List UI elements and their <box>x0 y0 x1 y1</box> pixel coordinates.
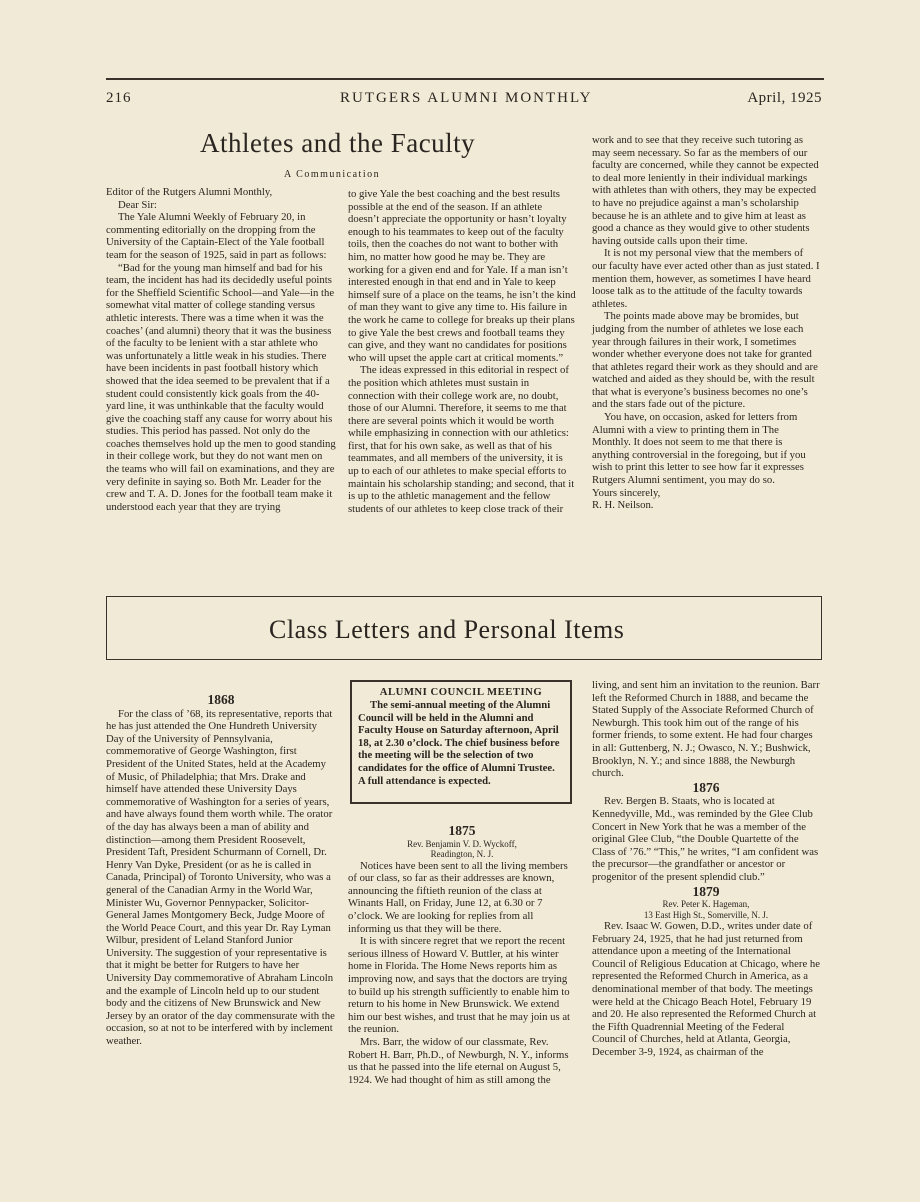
section-banner <box>106 596 822 660</box>
paragraph: The points made above may be bromides, but judging from the number of athletes we lose each year through failures in their work, I sometimes wonder whether everyone does not take for granted that athletes regard their work as they should and are watched and aided as they should be, with the result that what is everyone’s business becomes no one’s and the stars fade out of the picture. <box>592 310 818 411</box>
paragraph: The Yale Alumni Weekly of February 20, in commenting editorially on the dropping from the University of the Captain-Elect of the Yale football team for the season of 1925, said in part as follows: <box>106 211 327 261</box>
paragraph: You have, on occasion, asked for letters from Alumni with a view to printing them in The Monthly. It does not seem to me that there is anything controversial in the foregoing, but if you wish to print this letter to see how far it expresses Rutgers Alumni sentiment, you may do so. <box>592 411 806 487</box>
paragraph: living, and sent him an invitation to the reunion. Barr left the Reformed Church in 1888, and became the Stated Supply of the Associate Reformed Church of Newburgh. This took him out of the range of his former friends, to some extent. He had four charges in all: Guttenberg, N. J.; Owasco, N. Y.; Bushwick, Brooklyn, N. Y.; and since 1888, the Newburgh church. <box>592 679 820 780</box>
salutation-dear: Dear Sir: <box>118 198 157 211</box>
page-number: 216 <box>106 90 132 106</box>
class-year-heading: 1876 <box>692 779 720 795</box>
council-notice-box <box>350 680 572 804</box>
article-kicker: A Communication <box>284 169 381 180</box>
paragraph: Notices have been sent to all the living members of our class, so far as their addresses are known, announcing the fiftieth reunion of the class at Winants Hall, on Friday, June 12, at 6.30 or 7 o’clock. We are looking for replies from all informing us that they will be there. <box>348 859 568 935</box>
notice-body: The semi-annual meeting of the Alumni Council will be held in the Alumni and Faculty House on Saturday afternoon, April 18, at 2.30 o’clock. The chief business before the meeting will be the selection of two candidates for the office of Alumni Trustee. A full attendance is expected. <box>358 699 560 787</box>
class-column-3 <box>592 679 820 1059</box>
paragraph: For the class of ’68, its representative, reports that he has just attended the One Hundreth University Day of the University of Pennsylvania, commemorative of George Washington, first President of the United States, held at the Academy of Music, of Philadelphia; that Mrs. Drake and himself have attended these University Days commemorative of Washington for a series of years, and have always found them worth while. The orator of the day has always been a man of ability and distinction—among them President Roosevelt, President Taft, President Schurmann of Cornell, Dr. Henry Van Dyke, President (or as he is called in Canada, Principal) of Toronto University, who was a general of the Canadian Army in the World War, Minister Wu, Governor Pennypacker, Solicitor-General James Montgomery Beck, Judge Moore of the World Peace Court, and this year Dr. Ray Lyman Wilbur, president of Leland Stanford Junior University. The suggestion of your representative is that it might be better for Rutgers to have her University Day commemorative of Abraham Lincoln and the example of Lincoln held up to our student body and the citizens of New Brunswick and New Jersey by an orator of the day commensurate with the occasion, so at not to be interfered with by inclement weather. <box>106 707 335 1048</box>
header-rule <box>106 78 824 80</box>
signature: R. H. Neilson. <box>592 499 654 512</box>
class-column-1 <box>106 692 336 1048</box>
section-title: Class Letters and Personal Items <box>269 615 625 644</box>
article-title: Athletes and the Faculty <box>200 128 476 158</box>
notice-title: ALUMNI COUNCIL MEETING <box>379 686 543 698</box>
paragraph: to give Yale the best coaching and the best results possible at the end of the season. If an athlete doesn’t appreciate the opportunity or hasn’t loyalty enough to his teammates to keep out of the faculty toils, then the coaches do not want to bother with him, no matter how good he may be. They are working for a given end and for Yale. If a man isn’t interested enough in that end and in Yale to keep himself sure of a place on the teams, he isn’t the kind of man they want to give any time to. His failure in the work he came to college for breaks up their plans to give Yale the best crews and football teams they can give, and they want no candidates for positions who will upset the apple cart at critical moments.” <box>348 188 576 364</box>
publication-title: RUTGERS ALUMNI MONTHLY <box>340 90 593 106</box>
paragraph: The ideas expressed in this editorial in respect of the position which athletes must sustain in connection with their college work are, no doubt, those of our Alumni. Therefore, it seems to me that there are several points which it would be worth while emphasizing in connection with our athletics: first, that for his own sake, as well as that of his teammates, and all members of the university, it is up to each of our athletes to make special efforts to maintain his scholarship standing; and second, that it is up to the athletic management and the fellow students of our athletes to keep close track of their <box>348 364 575 515</box>
byline-place: Readington, N. J. <box>430 849 494 860</box>
class-year-heading: 1868 <box>207 692 235 707</box>
paragraph: work and to see that they receive such tutoring as may seem necessary. So far as the members of our faculty are concerned, while they cannot be expected to deal more leniently in their individual markings with athletes than with others, they may be expected to have no prejudice against a man’s scholarship because he is an athlete and to give him at least as good a chance as they would give to other students having outside calls upon their time. <box>592 134 819 247</box>
paragraph: Mrs. Barr, the widow of our classmate, Rev. Robert H. Barr, Ph.D., of Newburgh, N. Y., informs us that he passed into the life eternal on August 5, 1924. We had thought of him as still among the <box>348 1035 569 1086</box>
byline-name: Rev. Benjamin V. D. Wyckoff, <box>407 838 517 849</box>
paragraph: It is not my personal view that the members of our faculty have ever acted other than as just stated. I mention them, however, as sometimes I have heard loose talk as to the attitude of the faculty towards athletes. <box>592 247 820 310</box>
issue-date: April, 1925 <box>747 90 822 106</box>
paragraph: It is with sincere regret that we report the recent serious illness of Howard V. Buttler, at his winter home in Florida. The Home News reports him as improving now, and says that the doctors are trying to build up his strength sufficiently to enable him to return to his home in New Brunswick. We extend him our best wishes, and trust that he may join us at the reunion. <box>348 935 571 1036</box>
article-column-1 <box>106 186 336 513</box>
byline-name: Rev. Peter K. Hageman, <box>662 899 750 910</box>
article-column-2 <box>348 188 576 515</box>
class-column-2 <box>348 823 576 1086</box>
byline-place: 13 East High St., Somerville, N. J. <box>643 909 769 920</box>
class-year-heading: 1879 <box>692 883 720 899</box>
paragraph: Rev. Bergen B. Staats, who is located at Kennedyville, Md., was reminded by the Glee Club Concert in New York that he was a member of the original Glee Club, “the Double Quartette of the Class of ’76.” “This,” he writes, “I am confident was the precursor—the grandfather or ancestor or progenitor of the present splendid club.” <box>592 795 819 883</box>
paragraph: “Bad for the young man himself and bad for his team, the incident has had its decidedly useful points for the Sheffield Scientific School—and Yale—in the somewhat vital matter of college standing versus athletic interests. There was a time when it was the coaches’ (and alumni) theory that it was the business of the faculty to be lenient with a star athlete who was unfortunately a little weak in his studies. There have been incidents in past football history which showed that the idea seemed to be prevalent that if a student could consistently kick goals from the 40-yard line, it was unthinkable that the faculty would give the coaching staff any cause for worry about his studies. This period has passed. Not only do the coaches themselves hold up the men to good standing in their college work, but they do not want men on the teams who will fail on examinations, and they are very definite in saying so. Both Mr. Leader for the crew and T. A. D. Jones for the football team make it understood each year that they are trying <box>106 261 336 513</box>
salutation-line: Editor of the Rutgers Alumni Monthly, <box>106 186 273 198</box>
article-column-3 <box>592 134 820 512</box>
class-year-heading: 1875 <box>448 823 476 838</box>
paragraph: Rev. Isaac W. Gowen, D.D., writes under date of February 24, 1925, that he had just returned from attendance upon a meeting of the International Council of Religious Education at Chicago, where he represented the Reformed Church in America, as a denominational member of that body. The meetings were held at the Chicago Beach Hotel, February 19 and 20. He also represented the Reformed Church at the Fifth Quadrennial Meeting of the Federal Council of Churches, held at Atlanta, Georgia, December 3-9, 1924, as chairman of the <box>592 920 820 1059</box>
closing: Yours sincerely, <box>592 486 661 499</box>
